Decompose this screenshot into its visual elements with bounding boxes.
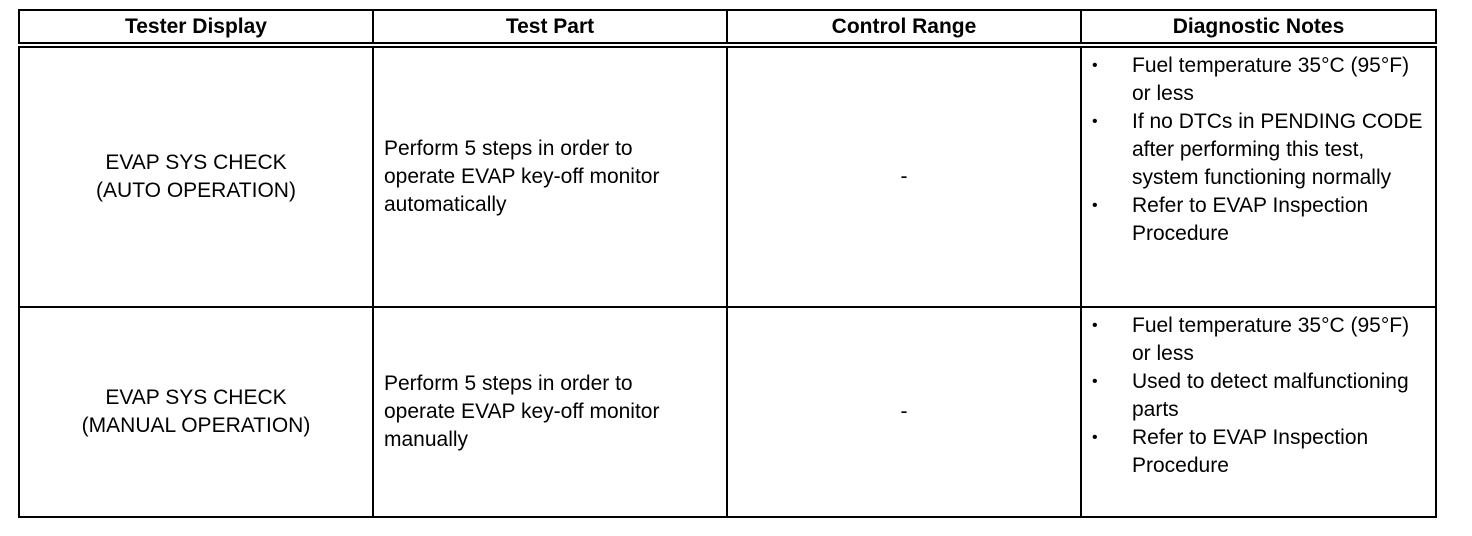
- table-row: [19, 307, 1436, 517]
- spec-table: [18, 9, 1437, 518]
- tester-display-line: (AUTO OPERATION): [96, 179, 296, 202]
- note-item: [1082, 368, 1435, 424]
- note-item: [1082, 312, 1435, 368]
- tester-display-line: (MANUAL OPERATION): [81, 414, 311, 437]
- notes-list: [1082, 312, 1435, 480]
- table-body: [19, 45, 1436, 517]
- bullet-icon: •: [1092, 57, 1098, 74]
- note-text: Refer to EVAP Inspection Procedure: [1132, 194, 1369, 245]
- note-text: Used to detect malfunctioning parts: [1132, 370, 1409, 421]
- note-item: [1082, 108, 1435, 192]
- bullet-icon: •: [1092, 317, 1098, 334]
- note-item: [1082, 192, 1435, 248]
- notes-list: [1082, 52, 1435, 248]
- bullet-icon: •: [1092, 373, 1098, 390]
- bullet-icon: •: [1092, 113, 1098, 130]
- note-item: [1082, 424, 1435, 480]
- header-control-range: Control Range: [727, 10, 1081, 45]
- tester-display-line: EVAP SYS CHECK: [105, 386, 287, 409]
- table-row: [19, 45, 1436, 307]
- test-part-cell: [373, 307, 727, 517]
- test-part-cell: [373, 45, 727, 307]
- tester-display-cell: [19, 307, 373, 517]
- note-text: Fuel temperature 35°C (95°F) or less: [1132, 314, 1410, 365]
- note-text: Fuel temperature 35°C (95°F) or less: [1132, 54, 1410, 105]
- header-diagnostic-notes: Diagnostic Notes: [1081, 10, 1436, 45]
- test-part-line: manually: [384, 428, 469, 451]
- diagnostic-notes-cell: [1081, 45, 1436, 307]
- control-range-cell: -: [727, 45, 1081, 307]
- tester-display-cell: [19, 45, 373, 307]
- test-part-line: operate EVAP key-off monitor: [384, 165, 660, 188]
- tester-display-line: EVAP SYS CHECK: [105, 151, 287, 174]
- bullet-icon: •: [1092, 197, 1098, 214]
- note-item: [1082, 52, 1435, 108]
- bullet-icon: •: [1092, 429, 1098, 446]
- header-row: [19, 10, 1436, 45]
- diagnostic-notes-cell: [1081, 307, 1436, 517]
- test-part-line: operate EVAP key-off monitor: [384, 400, 660, 423]
- table-header: [19, 10, 1436, 45]
- header-test-part: Test Part: [373, 10, 727, 45]
- note-text: If no DTCs in PENDING CODE after performing this test, system functioning normally: [1132, 110, 1423, 189]
- note-text: Refer to EVAP Inspection Procedure: [1132, 426, 1369, 477]
- test-part-line: automatically: [384, 193, 507, 216]
- header-tester-display: Tester Display: [19, 10, 373, 45]
- test-part-line: Perform 5 steps in order to: [384, 137, 633, 160]
- test-part-line: Perform 5 steps in order to: [384, 372, 633, 395]
- control-range-cell: -: [727, 307, 1081, 517]
